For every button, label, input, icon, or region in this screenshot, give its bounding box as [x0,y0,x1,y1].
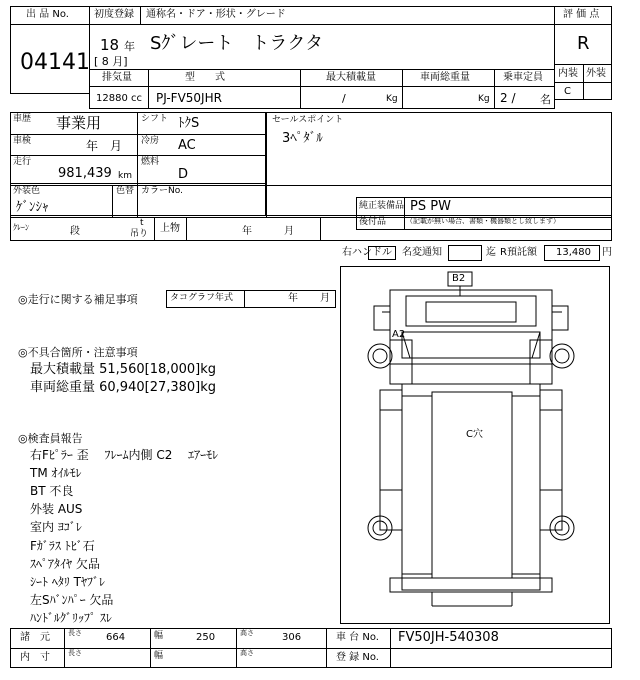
deadline-label: 迄 [486,247,496,258]
fuel-label: 燃料 [141,157,160,167]
gross-weight-label: 車両総重量 [420,72,470,83]
reg-label: 登 録 No. [336,652,379,663]
upper-year: 年 [242,226,252,237]
recycle-label: R預託額 [500,247,537,258]
aftermarket-label: 後付品 [359,217,387,227]
tacho-year: 年 [288,293,298,304]
interior-dims-label: 内 寸 [20,652,50,663]
diagram-b2-mark: B2 [452,273,466,284]
chassis-label: 車 台 No. [336,632,379,643]
report-line: ｽﾍﾟｱﾀｲﾔ 欠品 [30,557,100,571]
diagram-c-hole-mark: C穴 [466,429,483,440]
length-label-2: 長さ [68,649,82,657]
lot-number: 04141 [20,50,90,75]
history-label: 車歴 [13,114,32,124]
name-label: 通称名・ドア・形状・グレード [146,9,286,20]
shift-value: ﾄｸS [178,116,200,131]
interior-label: 内装 [558,68,578,79]
vehicle-name: Sｸﾞレート トラクタ [150,33,324,54]
displacement-label: 排気量 [102,72,132,83]
report-line: Fｶﾞﾗｽ ﾄﾋﾞ石 [30,539,95,553]
report-line: 室内 ﾖｺﾞﾚ [30,520,82,534]
height-label: 高さ [240,629,254,637]
inspector-title: ◎検査員報告 [18,432,83,445]
history-value: 事業用 [56,114,102,132]
capacity-unit: 名 [540,93,551,106]
aftermarket-note: （記載が無い場合、書類・機器類とし致します） [406,217,560,225]
height-value: 306 [282,632,302,643]
defect-gross: 車両総重量 60,940[27,380]kg [30,380,217,395]
yen-label: 円 [602,247,612,258]
first-reg-label: 初度登録 [94,9,134,20]
sales-point-value: 3ﾍﾟﾀﾞﾙ [282,131,323,146]
spec-label: 諸 元 [20,632,50,643]
equip-value: PS PW [410,199,451,214]
max-load-unit: Kg [386,94,398,104]
first-reg-year: 18 [100,36,120,54]
max-load-value: / [342,92,346,105]
fuel-value: D [178,167,189,182]
equip-label: 純正装備品 [359,201,405,211]
sales-point-label: セールスポイント [272,115,344,125]
report-line: TM ｵｲﾙﾓﾚ [30,466,82,480]
capacity-value: 2 / [500,91,516,105]
color-code-label: カラーNo. [141,186,183,196]
crane-t: t [140,218,144,228]
exterior-label: 外装 [586,68,606,79]
ext-color-value: ｹﾞﾝｼｬ [16,200,49,215]
crane-hang: 吊り [130,229,149,239]
gross-unit: Kg [478,94,490,104]
upper-label: 上物 [160,223,180,234]
width-label: 幅 [154,631,164,641]
ac-label: 冷房 [141,136,160,146]
max-load-label: 最大積載量 [326,72,376,83]
mileage-unit: km [118,171,132,181]
length-label: 長さ [68,629,82,637]
interior-grade: C [564,86,571,97]
width-label-2: 幅 [154,651,164,661]
report-line: 左Sﾊﾞﾝﾊﾟｰ 欠品 [30,593,114,607]
mileage-value: 981,439 [58,166,112,181]
report-line: ｼｰﾄ ﾍﾀﾘ Tﾔﾌﾞﾚ [30,575,105,589]
color-change-label: 色替 [116,186,135,196]
length-value: 664 [106,632,126,643]
tacho-label: タコグラフ年式 [170,293,234,303]
rhd-label: 右ハンドル [342,247,392,258]
name-change-label: 名変通知 [402,247,442,258]
tacho-month: 月 [320,293,330,304]
report-line: 右Fﾋﾟﾗｰ 歪 ﾌﾚｰﾑ内側 C2 ｴｱｰﾓﾚ [30,448,219,462]
ext-color-label: 外装色 [13,186,41,196]
defect-max-load: 最大積載量 51,560[18,000]kg [30,362,217,377]
height-label-2: 高さ [240,649,254,657]
upper-month: 月 [284,226,294,237]
model-value: PJ-FV50JHR [156,91,222,105]
mileage-label: 走行 [13,157,32,167]
rating-value: R [577,33,590,54]
inspection-label: 車検 [13,136,32,146]
year-unit: 年 [124,40,135,53]
inspection-value: 年 月 [86,139,123,153]
chassis-value: FV50JH-540308 [398,630,499,645]
recycle-value: 13,480 [556,247,591,258]
lot-label: 出 品 No. [26,9,69,20]
capacity-label: 乗車定員 [503,72,543,83]
report-line: BT 不良 [30,484,74,498]
shift-label: シフト [141,114,169,124]
displacement-value: 12880 cc [96,93,142,104]
rating-label: 評 価 点 [563,9,600,20]
model-label: 型 式 [185,72,225,83]
report-line: ﾊﾝﾄﾞﾙｸﾞﾘｯﾌﾟ ｽﾚ [30,611,112,625]
width-value: 250 [196,632,216,643]
report-line: 外装 AUS [30,502,83,516]
defect-title: ◎不具合箇所・注意事項 [18,346,138,359]
first-reg-month: [ 8 月] [94,55,128,68]
crane-label: ｸﾚｰﾝ [13,223,29,232]
driving-notes-title: ◎走行に関する補足事項 [18,293,138,306]
diagram-a2-mark: A2 [392,329,406,340]
crane-stage: 段 [70,226,80,237]
ac-value: AC [178,138,196,153]
